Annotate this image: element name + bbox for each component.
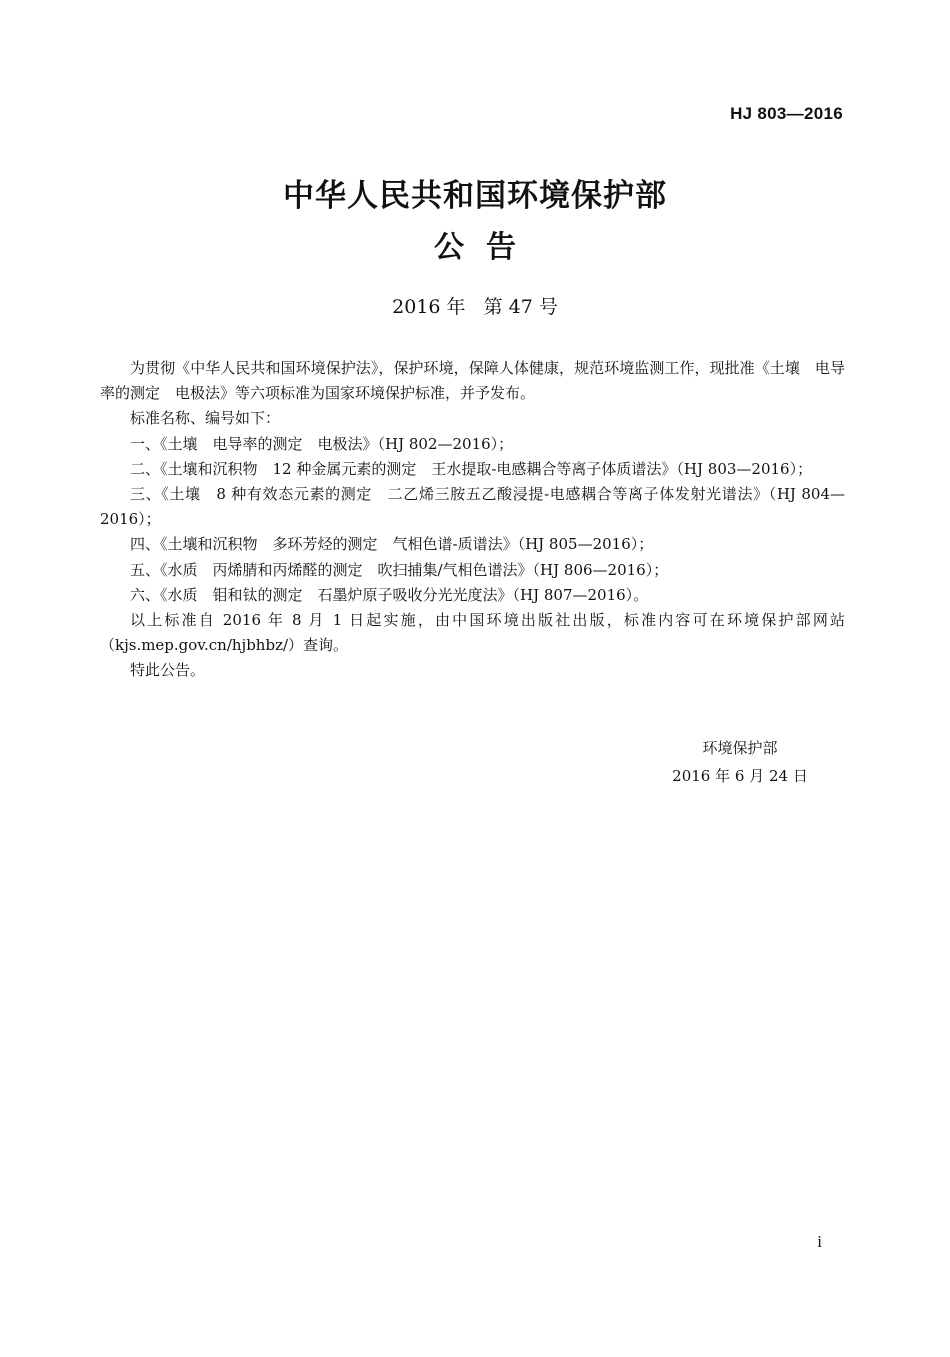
notice-body bbox=[100, 356, 845, 684]
signature-date: 2016 年 6 月 24 日 bbox=[672, 767, 808, 785]
standard-item-4: 四、《土壤和沉积物 多环芳烃的测定 气相色谱-质谱法》（HJ 805—2016）； bbox=[130, 535, 654, 554]
signature-department: 环境保护部 bbox=[702, 739, 778, 757]
standard-item-1: 一、《土壤 电导率的测定 电极法》（HJ 802—2016）； bbox=[130, 434, 514, 453]
intro-paragraph: 为贯彻《中华人民共和国环境保护法》，保护环境，保障人体健康，规范环境监测工作，现批准《土壤 电导率的测定 电极法》等六项标准为国家环境保护标准，并予发布。 bbox=[100, 359, 845, 403]
notice-year: 2016 年 bbox=[392, 296, 466, 318]
standard-item-3: 三、《土壤 8 种有效态元素的测定 二乙烯三胺五乙酸浸提-电感耦合等离子体发射光谱法》（HJ 804—2016）； bbox=[100, 485, 845, 529]
standard-item-5: 五、《水质 丙烯腈和丙烯醛的测定 吹扫捕集/气相色谱法》（HJ 806—2016）； bbox=[130, 560, 669, 579]
standard-code: HJ 803—2016 bbox=[730, 104, 843, 123]
notice-issue-number bbox=[0, 292, 950, 319]
closing-paragraph: 特此公告。 bbox=[130, 661, 206, 680]
notice-kind-title: 公告 bbox=[434, 230, 538, 265]
page-number: i bbox=[817, 1232, 822, 1251]
standard-item-6: 六、《水质 钼和钛的测定 石墨炉原子吸收分光光度法》（HJ 807—2016）。 bbox=[130, 585, 649, 604]
standard-item-2: 二、《土壤和沉积物 12 种金属元素的测定 王水提取-电感耦合等离子体质谱法》（HJ 803—2016）； bbox=[130, 459, 813, 478]
notice-number: 第 47 号 bbox=[483, 296, 558, 318]
notice-issuer-title: 中华人民共和国环境保护部 bbox=[283, 178, 667, 214]
implementation-paragraph: 以上标准自 2016 年 8 月 1 日起实施，由中国环境出版社出版，标准内容可在环境保护部网站（kjs.mep.gov.cn/hjbhbz/）查询。 bbox=[100, 611, 845, 655]
signature-block bbox=[660, 734, 820, 790]
list-heading: 标准名称、编号如下： bbox=[130, 409, 281, 428]
